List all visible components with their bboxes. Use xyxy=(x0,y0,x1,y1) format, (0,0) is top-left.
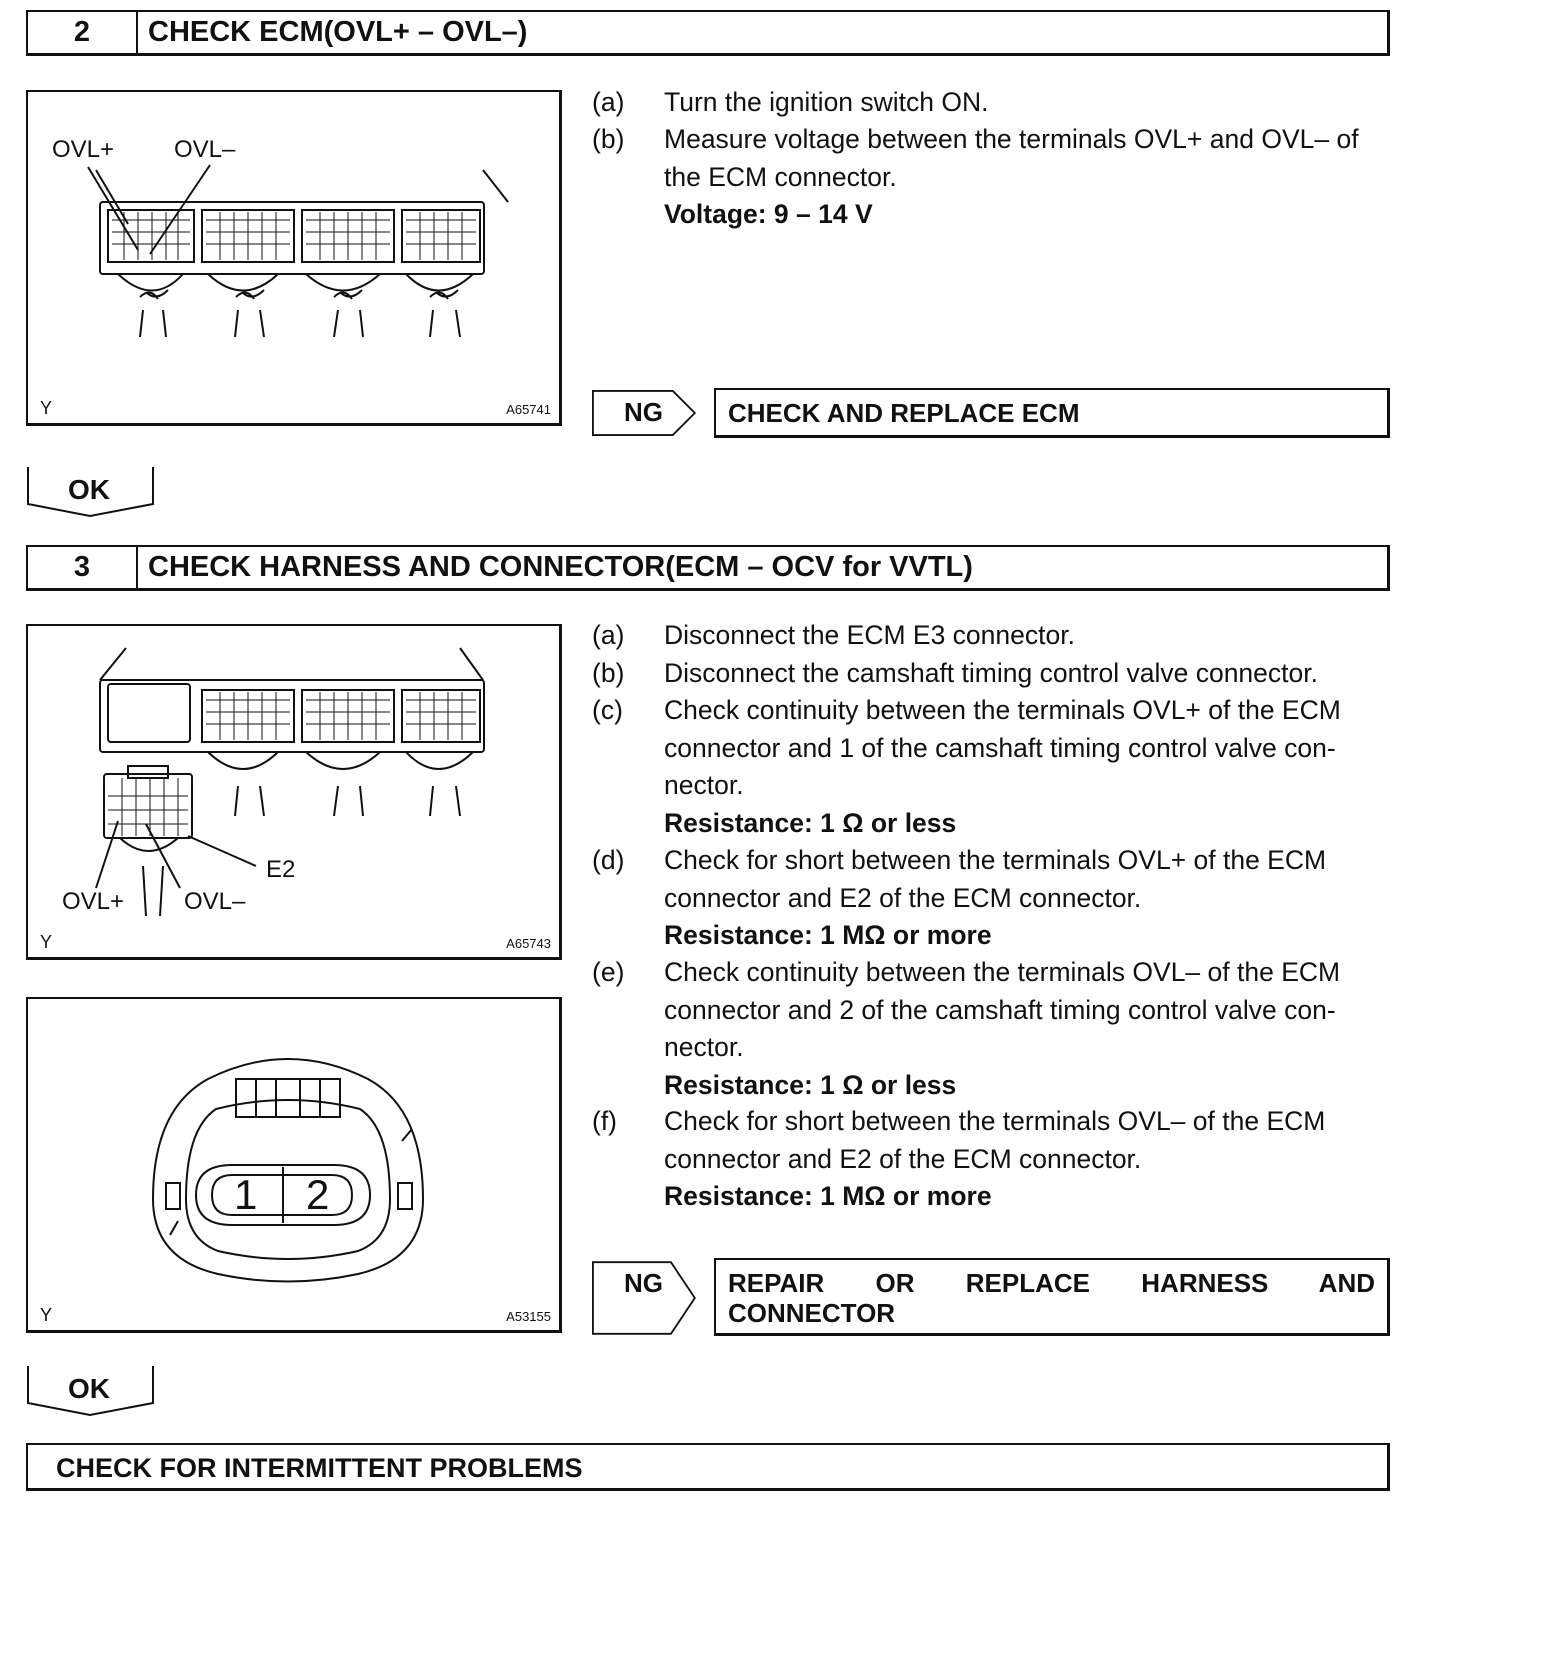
step-2-title: CHECK ECM(OVL+ – OVL–) xyxy=(148,16,528,48)
item-text: Measure voltage between the terminals OVL+ and OVL– of the ECM connector. xyxy=(664,124,1359,192)
item-label: (f) xyxy=(592,1106,618,1136)
ng-label: NG xyxy=(624,1268,663,1298)
resistance-spec: Resistance: 1 Ω or less xyxy=(664,807,957,838)
label-e2: E2 xyxy=(266,856,296,883)
item-text: Turn the ignition switch ON. xyxy=(664,87,989,117)
item-text: Disconnect the ECM E3 connector. xyxy=(664,620,1075,650)
ok-label: OK xyxy=(68,1373,110,1404)
final-title: CHECK FOR INTERMITTENT PROBLEMS xyxy=(56,1453,583,1483)
figure-ocv-connector xyxy=(26,997,562,1333)
step-2-header xyxy=(26,10,1390,56)
item-text: Check continuity between the terminals OVL– of the ECM connector and 2 of the camshaft timing control valve con-nector. xyxy=(664,957,1341,1062)
item-text: Check for short between the terminals OVL+ of the ECM connector and E2 of the ECM connector. xyxy=(664,845,1327,913)
item-label: (c) xyxy=(592,695,623,725)
ng-label: NG xyxy=(624,397,663,427)
ng-result-repair-harness: REPAIR OR REPLACE HARNESS AND CONNECTOR xyxy=(714,1258,1390,1336)
figure-corner-mark: Y xyxy=(40,932,53,952)
figure-id: A53155 xyxy=(506,1309,551,1324)
item-text: Check for short between the terminals OVL– of the ECM connector and E2 of the ECM connector. xyxy=(664,1106,1326,1174)
figure-ecm-connectors xyxy=(26,90,562,426)
pin-2: 2 xyxy=(306,1171,330,1218)
item-label: (d) xyxy=(592,845,625,875)
step-3-header xyxy=(26,545,1390,591)
voltage-spec: Voltage: 9 – 14 V xyxy=(664,199,873,229)
label-ovl-minus: OVL– xyxy=(184,888,246,915)
figure-corner-mark: Y xyxy=(40,1305,53,1325)
label-ovl-plus: OVL+ xyxy=(52,136,115,163)
figure-corner-mark: Y xyxy=(40,398,53,418)
step-3-title: CHECK HARNESS AND CONNECTOR(ECM – OCV for VVTL) xyxy=(148,551,973,583)
item-label: (a) xyxy=(592,87,625,117)
figure-ecm-e2-connector xyxy=(26,624,562,960)
item-label: (a) xyxy=(592,620,625,650)
figure-id: A65743 xyxy=(506,936,551,951)
ok-arrow-1 xyxy=(26,466,158,518)
step-3-number: 3 xyxy=(28,547,138,588)
ng-result-check-replace-ecm: CHECK AND REPLACE ECM xyxy=(714,388,1390,438)
label-ovl-minus: OVL– xyxy=(174,136,236,163)
label-ovl-plus: OVL+ xyxy=(62,888,125,915)
figure-id: A65741 xyxy=(506,402,551,417)
item-text: Disconnect the camshaft timing control valve connector. xyxy=(664,658,1318,688)
ocv-connector-drawing xyxy=(28,999,564,1335)
resistance-spec: Resistance: 1 MΩ or more xyxy=(664,920,992,950)
ok-label: OK xyxy=(68,474,110,505)
pin-1: 1 xyxy=(234,1171,258,1218)
step-3-ng-branch xyxy=(592,1258,1392,1338)
resistance-spec: Resistance: 1 MΩ or more xyxy=(664,1181,992,1211)
ok-arrow-2 xyxy=(26,1365,158,1417)
item-label: (b) xyxy=(592,658,625,688)
item-label: (b) xyxy=(592,124,625,154)
resistance-spec: Resistance: 1 Ω or less xyxy=(664,1069,957,1100)
item-text: Check continuity between the terminals OVL+ of the ECM connector and 1 of the camshaft timing control valve con-nector. xyxy=(664,695,1341,800)
final-step-box xyxy=(26,1443,1390,1491)
item-label: (e) xyxy=(592,957,625,987)
step-2-ng-branch xyxy=(592,388,1392,438)
step-2-number: 2 xyxy=(28,12,138,53)
